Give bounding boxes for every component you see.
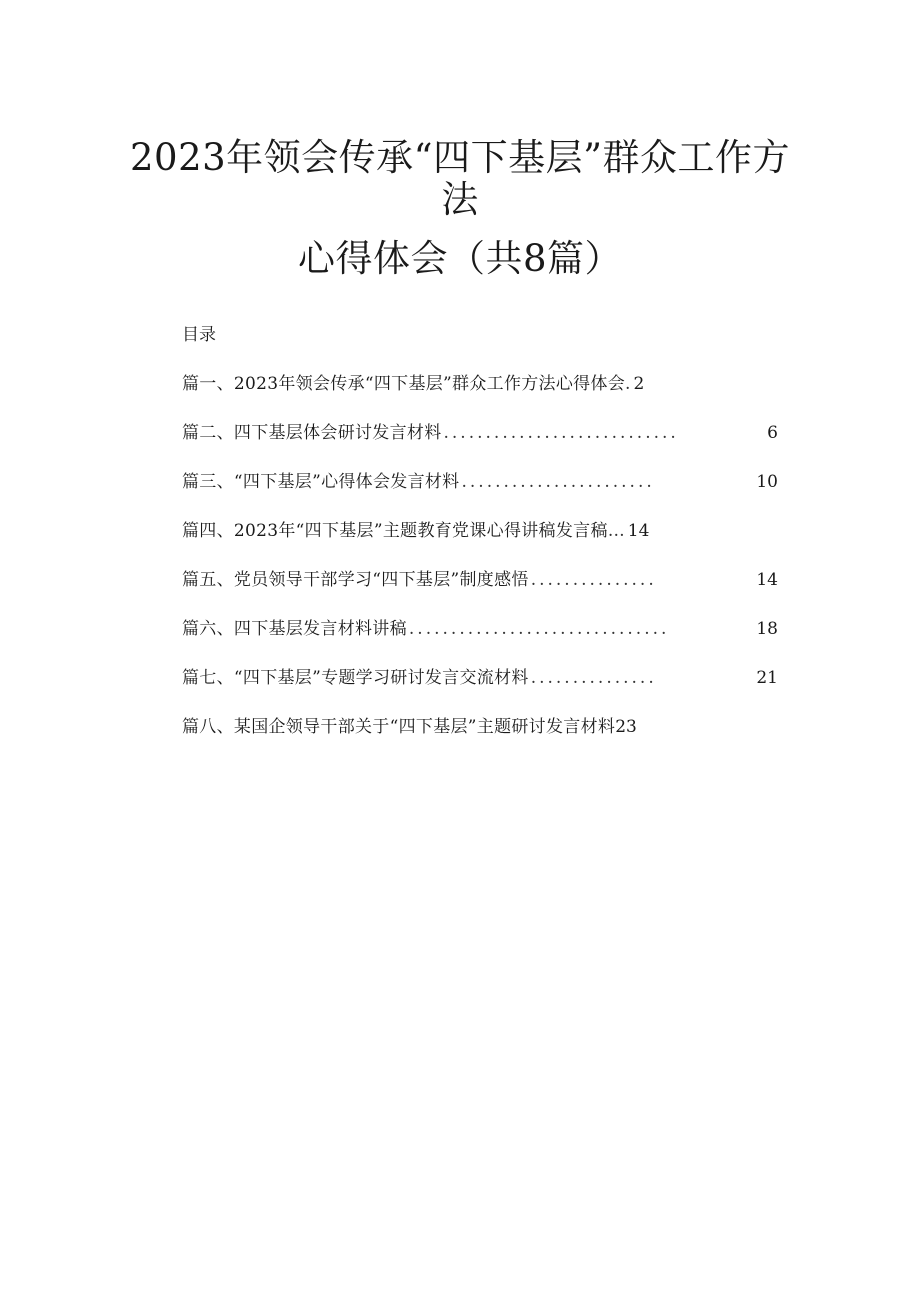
toc-page-number: 21 bbox=[756, 668, 778, 688]
title-line-1: 2023年领会传承“四下基层”群众工作方 bbox=[130, 136, 790, 179]
toc-leader: ............... bbox=[530, 570, 657, 590]
toc-entry-label: 篇四、2023年“四下基层”主题教育党课心得讲稿发言稿 bbox=[182, 521, 608, 541]
toc-entry-label: 篇七、“四下基层”专题学习研讨发言交流材料 bbox=[182, 668, 529, 688]
toc-entry-1[interactable] bbox=[182, 372, 778, 421]
toc-entry-2[interactable] bbox=[182, 421, 778, 470]
toc-entry-7[interactable] bbox=[182, 666, 778, 715]
toc-entry-label: 篇五、党员领导干部学习“四下基层”制度感悟 bbox=[182, 570, 529, 590]
toc-leader: ............................... bbox=[408, 619, 670, 639]
toc-page-number: 14 bbox=[627, 521, 650, 541]
toc-page-number: 6 bbox=[767, 423, 778, 443]
toc-entry-5[interactable] bbox=[182, 568, 778, 617]
toc-page-number: 23 bbox=[615, 717, 637, 737]
toc-leader: . bbox=[625, 374, 634, 394]
toc-entry-label: 篇六、四下基层发言材料讲稿 bbox=[182, 619, 407, 639]
toc-page-number: 18 bbox=[756, 619, 778, 639]
toc-leader: … bbox=[607, 521, 628, 541]
toc-page-number: 14 bbox=[756, 570, 778, 590]
toc-heading: 目录 bbox=[182, 325, 216, 345]
toc-entry-8[interactable] bbox=[182, 715, 778, 764]
toc-leader: ............... bbox=[530, 668, 657, 688]
toc-page-number: 10 bbox=[756, 472, 778, 492]
toc-entry-6[interactable] bbox=[182, 617, 778, 666]
document-title bbox=[130, 136, 790, 281]
toc-leader: ....................... bbox=[461, 472, 655, 492]
title-line-2: 法 bbox=[441, 178, 479, 221]
toc-entry-label: 篇二、四下基层体会研讨发言材料 bbox=[182, 423, 442, 443]
toc-entry-label: 篇一、2023年领会传承“四下基层”群众工作方法心得体会 bbox=[182, 374, 626, 394]
toc-entry-label: 篇三、“四下基层”心得体会发言材料 bbox=[182, 472, 460, 492]
toc-entry-3[interactable] bbox=[182, 470, 778, 519]
toc-leader: ............................ bbox=[443, 423, 679, 443]
table-of-contents bbox=[182, 372, 778, 764]
toc-entry-4[interactable] bbox=[182, 519, 778, 568]
toc-entry-label: 篇八、某国企领导干部关于“四下基层”主题研讨发言材料 bbox=[182, 717, 616, 737]
toc-page-number: 2 bbox=[633, 374, 645, 394]
title-line-3: 心得体会（共8篇） bbox=[297, 237, 623, 280]
